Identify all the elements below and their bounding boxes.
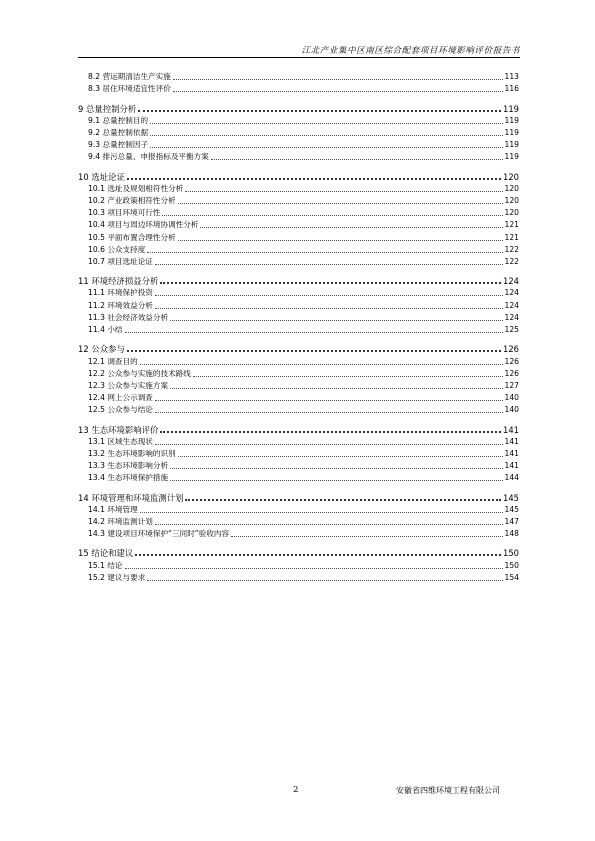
toc-entry-page: 141 bbox=[504, 448, 519, 458]
toc-entry-page: 145 bbox=[504, 504, 519, 514]
toc-entry-label: 11.1 环境保护投资 bbox=[88, 288, 153, 298]
toc-entry-page: 119 bbox=[503, 103, 519, 114]
toc-section-entry[interactable] bbox=[76, 219, 519, 231]
dot-leader bbox=[178, 448, 503, 457]
dot-leader bbox=[140, 504, 503, 513]
toc-entry-label: 9.3 总量控制因子 bbox=[88, 140, 149, 150]
toc-section-entry[interactable] bbox=[76, 312, 519, 324]
dot-leader bbox=[155, 300, 503, 309]
toc-entry-label: 10.7 项目选址论证 bbox=[88, 257, 153, 266]
toc-entry-label: 9 总量控制分析 bbox=[78, 103, 137, 114]
toc-entry-label: 13.1 区域生态现状 bbox=[88, 436, 153, 446]
toc-entry-label: 15.2 建议与要求 bbox=[88, 572, 146, 582]
toc-section-entry[interactable] bbox=[76, 516, 519, 528]
toc-entry-page: 126 bbox=[503, 344, 519, 355]
toc-section-entry[interactable] bbox=[76, 139, 519, 151]
toc-entry-label: 10.6 公众支持度 bbox=[88, 244, 146, 254]
toc-section-entry[interactable] bbox=[76, 572, 519, 584]
dot-leader bbox=[155, 516, 503, 525]
toc-section-entry[interactable] bbox=[76, 195, 519, 207]
toc-entry-label: 13.3 生态环境影响分析 bbox=[88, 461, 169, 471]
toc-entry-page: 121 bbox=[504, 220, 519, 230]
toc-entry-page: 124 bbox=[504, 300, 519, 310]
toc-section-entry[interactable] bbox=[76, 115, 519, 127]
toc-section-entry[interactable] bbox=[76, 355, 519, 367]
toc-entry-label: 15 结论和建议 bbox=[78, 548, 134, 559]
dot-leader bbox=[125, 324, 503, 333]
toc-entry-label: 14.2 环境监测计划 bbox=[88, 516, 153, 526]
toc-entry-label: 10 选址论证 bbox=[78, 171, 125, 182]
toc-entry-page: 150 bbox=[504, 560, 519, 570]
toc-entry-label: 15.1 结论 bbox=[88, 560, 123, 570]
toc-entry-label: 10.5 平面布置合理性分析 bbox=[88, 232, 176, 242]
table-of-contents bbox=[76, 71, 519, 584]
toc-section-entry[interactable] bbox=[76, 207, 519, 219]
toc-entry-page: 122 bbox=[504, 244, 519, 254]
toc-chapter-entry[interactable] bbox=[76, 343, 519, 355]
toc-entry-label: 10.1 选址及规划相符性分析 bbox=[88, 183, 184, 193]
dot-leader bbox=[193, 368, 503, 377]
page-number: 2 bbox=[293, 785, 299, 795]
toc-entry-page: 122 bbox=[504, 257, 519, 266]
toc-entry-page: 125 bbox=[504, 325, 519, 335]
toc-entry-label: 11.2 环境效益分析 bbox=[88, 300, 153, 310]
dot-leader bbox=[160, 423, 501, 433]
toc-entry-label: 12.3 公众参与实施方案 bbox=[88, 380, 169, 390]
toc-entry-page: 140 bbox=[504, 405, 519, 415]
toc-entry-label: 9.2 总量控制依据 bbox=[88, 128, 149, 138]
toc-entry-label: 11.3 社会经济效益分析 bbox=[88, 312, 169, 322]
toc-entry-label: 9.1 总量控制目的 bbox=[88, 115, 149, 125]
toc-entry-page: 144 bbox=[504, 473, 519, 483]
dot-leader bbox=[127, 342, 501, 352]
toc-entry-label: 8.2 营运期清洁生产实施 bbox=[88, 72, 171, 82]
toc-entry-page: 124 bbox=[504, 288, 519, 298]
toc-entry-page: 147 bbox=[504, 516, 519, 526]
toc-entry-label: 12 公众参与 bbox=[78, 344, 125, 355]
toc-section-entry[interactable] bbox=[76, 559, 519, 571]
dot-leader bbox=[211, 151, 503, 160]
footer-company-name: 安徽省四维环境工程有限公司 bbox=[396, 786, 500, 795]
dot-leader bbox=[173, 83, 503, 92]
toc-entry-page: 127 bbox=[504, 380, 519, 390]
toc-entry-page: 120 bbox=[504, 196, 519, 206]
toc-chapter-entry[interactable] bbox=[76, 275, 519, 287]
toc-entry-page: 116 bbox=[504, 84, 519, 94]
dot-leader bbox=[170, 460, 502, 469]
toc-entry-label: 12.4 网上公示调查 bbox=[88, 393, 153, 403]
toc-section-entry[interactable] bbox=[76, 256, 519, 268]
dot-leader bbox=[200, 219, 502, 228]
dot-leader bbox=[140, 356, 503, 365]
dot-leader bbox=[178, 232, 503, 241]
toc-entry-page: 124 bbox=[504, 312, 519, 322]
toc-section-entry[interactable] bbox=[76, 127, 519, 139]
toc-chapter-entry[interactable] bbox=[76, 547, 519, 559]
dot-leader bbox=[125, 560, 503, 569]
toc-entry-page: 141 bbox=[504, 436, 519, 446]
dot-leader bbox=[155, 256, 503, 265]
toc-section-entry[interactable] bbox=[76, 472, 519, 484]
toc-section-entry[interactable] bbox=[76, 183, 519, 195]
dot-leader bbox=[170, 380, 502, 389]
dot-leader bbox=[135, 546, 501, 556]
toc-entry-page: 140 bbox=[504, 393, 519, 403]
toc-section-entry[interactable] bbox=[76, 460, 519, 472]
dot-leader bbox=[155, 392, 503, 401]
toc-entry-page: 150 bbox=[503, 548, 519, 559]
toc-entry-page: 126 bbox=[504, 356, 519, 366]
toc-entry-label: 10.3 项目环境可行性 bbox=[88, 208, 161, 218]
toc-section-entry[interactable] bbox=[76, 324, 519, 336]
toc-entry-label: 14.3 建设项目环境保护“三同时”验收内容 bbox=[88, 529, 230, 539]
toc-chapter-entry[interactable] bbox=[76, 102, 519, 114]
toc-entry-page: 120 bbox=[504, 183, 519, 193]
toc-entry-label: 12.5 公众参与结论 bbox=[88, 405, 153, 415]
toc-entry-label: 14 环境管理和环境监测计划 bbox=[78, 492, 184, 503]
dot-leader bbox=[147, 244, 502, 253]
toc-chapter-entry[interactable] bbox=[76, 423, 519, 435]
toc-section-entry[interactable] bbox=[76, 392, 519, 404]
toc-entry-page: 141 bbox=[503, 424, 519, 435]
toc-entry-label: 11.4 小结 bbox=[88, 325, 123, 335]
toc-entry-label: 8.3 居住环境适宜性评价 bbox=[88, 84, 171, 94]
toc-chapter-entry[interactable] bbox=[76, 491, 519, 503]
toc-section-entry[interactable] bbox=[76, 504, 519, 516]
toc-entry-page: 141 bbox=[504, 461, 519, 471]
toc-section-entry[interactable] bbox=[76, 71, 519, 83]
toc-entry-page: 126 bbox=[504, 368, 519, 378]
toc-section-entry[interactable] bbox=[76, 83, 519, 95]
toc-entry-page: 119 bbox=[504, 152, 519, 162]
toc-section-entry[interactable] bbox=[76, 244, 519, 256]
toc-entry-page: 154 bbox=[504, 572, 519, 582]
dot-leader bbox=[155, 436, 503, 445]
toc-entry-page: 119 bbox=[504, 115, 519, 125]
toc-section-entry[interactable] bbox=[76, 287, 519, 299]
toc-entry-page: 120 bbox=[504, 208, 519, 218]
dot-leader bbox=[170, 312, 502, 321]
toc-entry-page: 119 bbox=[504, 140, 519, 150]
toc-entry-page: 113 bbox=[504, 72, 519, 82]
toc-chapter-entry[interactable] bbox=[76, 171, 519, 183]
dot-leader bbox=[147, 572, 502, 581]
toc-entry-page: 119 bbox=[504, 128, 519, 138]
dot-leader bbox=[150, 139, 502, 148]
toc-entry-page: 124 bbox=[503, 276, 519, 287]
toc-section-entry[interactable] bbox=[76, 436, 519, 448]
toc-entry-label: 13 生态环境影响评价 bbox=[78, 424, 159, 435]
dot-leader bbox=[170, 472, 502, 481]
dot-leader bbox=[185, 491, 501, 501]
toc-entry-page: 121 bbox=[504, 232, 519, 242]
toc-section-entry[interactable] bbox=[76, 231, 519, 243]
header-divider bbox=[78, 57, 520, 58]
toc-section-entry[interactable] bbox=[76, 368, 519, 380]
toc-entry-label: 10.4 项目与周边环境协调性分析 bbox=[88, 220, 199, 230]
toc-section-entry[interactable] bbox=[76, 404, 519, 416]
toc-section-entry[interactable] bbox=[76, 448, 519, 460]
toc-entry-label: 12.1 调查目的 bbox=[88, 356, 138, 366]
toc-entry-label: 11 环境经济损益分析 bbox=[78, 276, 159, 287]
toc-section-entry[interactable] bbox=[76, 299, 519, 311]
dot-leader bbox=[178, 195, 503, 204]
toc-entry-page: 120 bbox=[503, 171, 519, 182]
dot-leader bbox=[150, 115, 502, 124]
toc-entry-label: 9.4 排污总量、申报指标及平衡方案 bbox=[88, 152, 209, 162]
dot-leader bbox=[127, 170, 501, 180]
dot-leader bbox=[155, 287, 503, 296]
toc-entry-label: 12.2 公众参与实施的技术路线 bbox=[88, 368, 191, 378]
toc-entry-label: 13.4 生态环境保护措施 bbox=[88, 473, 169, 483]
toc-section-entry[interactable] bbox=[76, 528, 519, 540]
running-header-title: 江北产业集中区南区综合配套项目环境影响评价报告书 bbox=[301, 46, 520, 56]
toc-section-entry[interactable] bbox=[76, 380, 519, 392]
toc-entry-label: 10.2 产业政策相符性分析 bbox=[88, 196, 176, 206]
toc-entry-page: 145 bbox=[503, 492, 519, 503]
dot-leader bbox=[185, 183, 502, 192]
toc-section-entry[interactable] bbox=[76, 151, 519, 163]
dot-leader bbox=[160, 274, 501, 284]
dot-leader bbox=[173, 71, 503, 80]
dot-leader bbox=[150, 127, 502, 136]
dot-leader bbox=[155, 404, 503, 413]
toc-entry-label: 13.2 生态环境影响的识别 bbox=[88, 448, 176, 458]
toc-entry-page: 148 bbox=[504, 529, 519, 539]
dot-leader bbox=[138, 102, 501, 112]
dot-leader bbox=[162, 207, 502, 216]
toc-entry-label: 14.1 环境管理 bbox=[88, 504, 138, 514]
dot-leader bbox=[231, 528, 502, 537]
